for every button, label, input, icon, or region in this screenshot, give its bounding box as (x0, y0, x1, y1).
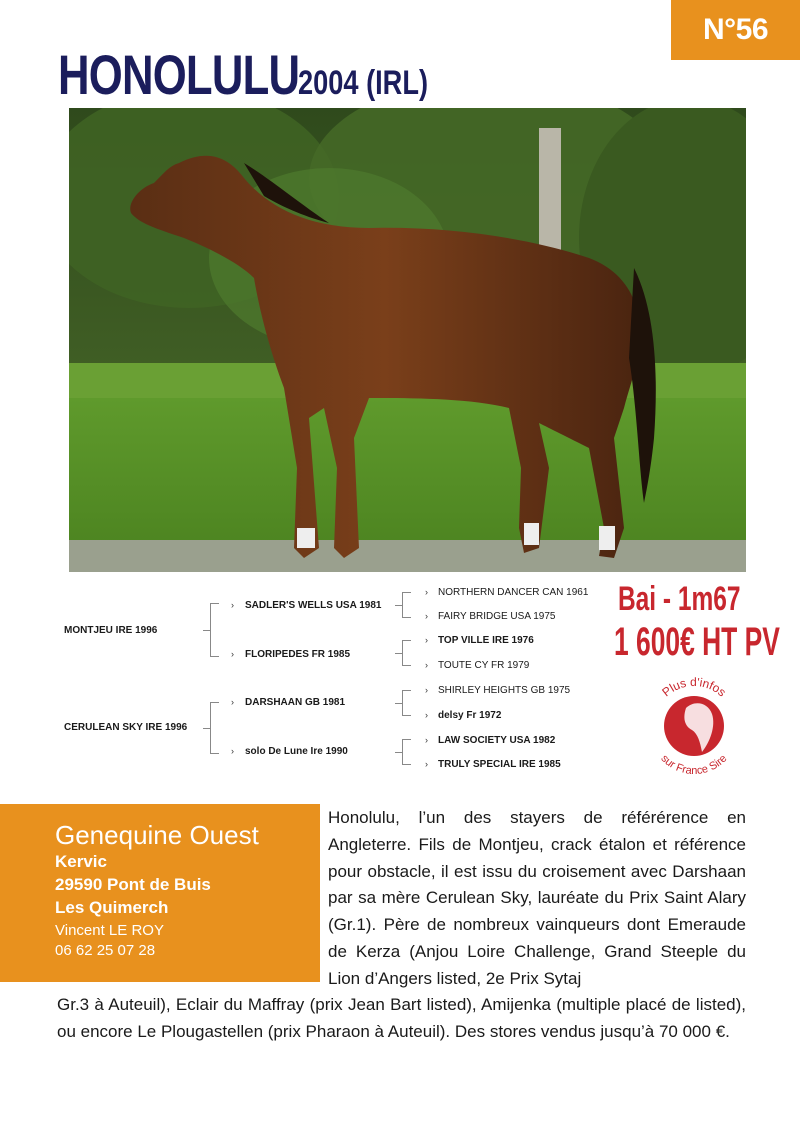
bracket-dam (210, 702, 219, 754)
svg-text:sur France Sire (659, 753, 730, 778)
arrow-icon: › (425, 611, 428, 621)
contact-box (0, 804, 320, 982)
horse-name: HONOLULU (58, 43, 300, 106)
stud-name: Genequine Ouest (55, 820, 259, 850)
arrow-icon: › (425, 710, 428, 720)
arrow-icon: › (425, 735, 428, 745)
pedigree-sire-dam: FLORIPEDES FR 1985 (245, 649, 351, 660)
seal-bottom-text: sur France Sire (658, 752, 730, 778)
page-number-badge: N°56 (671, 0, 800, 60)
address-line-3: Les Quimerch (55, 898, 169, 917)
arrow-icon: › (425, 685, 428, 695)
arrow-icon: › (425, 759, 428, 769)
pedigree-dam-sire: DARSHAAN GB 1981 (245, 697, 346, 708)
arrow-icon: › (425, 635, 428, 645)
arrow-icon: › (231, 600, 234, 610)
contact-phone[interactable]: 06 62 25 07 28 (55, 942, 156, 959)
horse-photo (69, 108, 746, 572)
pedigree-gen3-6: delsy Fr 1972 (438, 710, 502, 721)
description-part-1: Honolulu, l’un des stayers de référérence en Angleterre. Fils de Montjeu, crack étalon et référence pour obstacle, il est issu du croisement avec Darshaan par sa mère Cerulean Sky, lauréate du Prix Saint Alary (Gr.1). Père de nombreux vainqueurs dont Emeraude de Kerza (Anjou Loire Challenge, Grand Steeple du Lion d’Angers listed, 2e Prix Sytaj (328, 808, 746, 988)
bracket-g1 (402, 592, 411, 618)
pedigree-gen3-8: TRULY SPECIAL IRE 1985 (438, 759, 561, 770)
pedigree-gen3-5: SHIRLEY HEIGHTS GB 1975 (438, 685, 571, 696)
seal-top-text: Plus d'infos (659, 674, 729, 700)
arrow-icon: › (425, 587, 428, 597)
svg-text:Plus d'infos (659, 675, 728, 699)
pedigree-gen3-3: TOP VILLE IRE 1976 (438, 635, 534, 646)
bracket-sire (210, 603, 219, 657)
description-part-2: Gr.3 à Auteuil), Eclair du Maffray (prix Jean Bart listed), Amijenka (multiple placé de listed), ou encore Le Plougastellen (prix Pharaon à Auteuil). Des stores vendus jusqu’à 70 000 €. (57, 995, 746, 1041)
horse-birth-year: 2004 (IRL) (298, 64, 428, 102)
arrow-icon: › (231, 746, 234, 756)
address-line-2: 29590 Pont de Buis (55, 875, 211, 894)
pedigree-gen3-1: NORTHERN DANCER CAN 1961 (438, 587, 589, 598)
pedigree-gen3-7: LAW SOCIETY USA 1982 (438, 735, 556, 746)
stud-fee: 1 600€ HT PV (614, 620, 780, 664)
pedigree-dam: CERULEAN SKY IRE 1996 (64, 722, 188, 733)
pedigree-dam-dam: solo De Lune Ire 1990 (245, 746, 348, 757)
bracket-g3 (402, 690, 411, 716)
pedigree-sire: MONTJEU IRE 1996 (64, 625, 158, 636)
pedigree-gen3-2: FAIRY BRIDGE USA 1975 (438, 611, 556, 622)
contact-person: Vincent LE ROY (55, 922, 164, 939)
bracket-g2 (402, 640, 411, 666)
page-title (58, 42, 428, 107)
address-line-1: Kervic (55, 852, 107, 871)
arrow-icon: › (231, 649, 234, 659)
pedigree-sire-sire: SADLER'S WELLS USA 1981 (245, 600, 382, 611)
bracket-g4 (402, 739, 411, 765)
arrow-icon: › (231, 697, 234, 707)
arrow-icon: › (425, 660, 428, 670)
france-sire-link[interactable] (640, 672, 748, 780)
pedigree-gen3-4: TOUTE CY FR 1979 (438, 660, 530, 671)
coat-height: Bai - 1m67 (618, 580, 741, 618)
